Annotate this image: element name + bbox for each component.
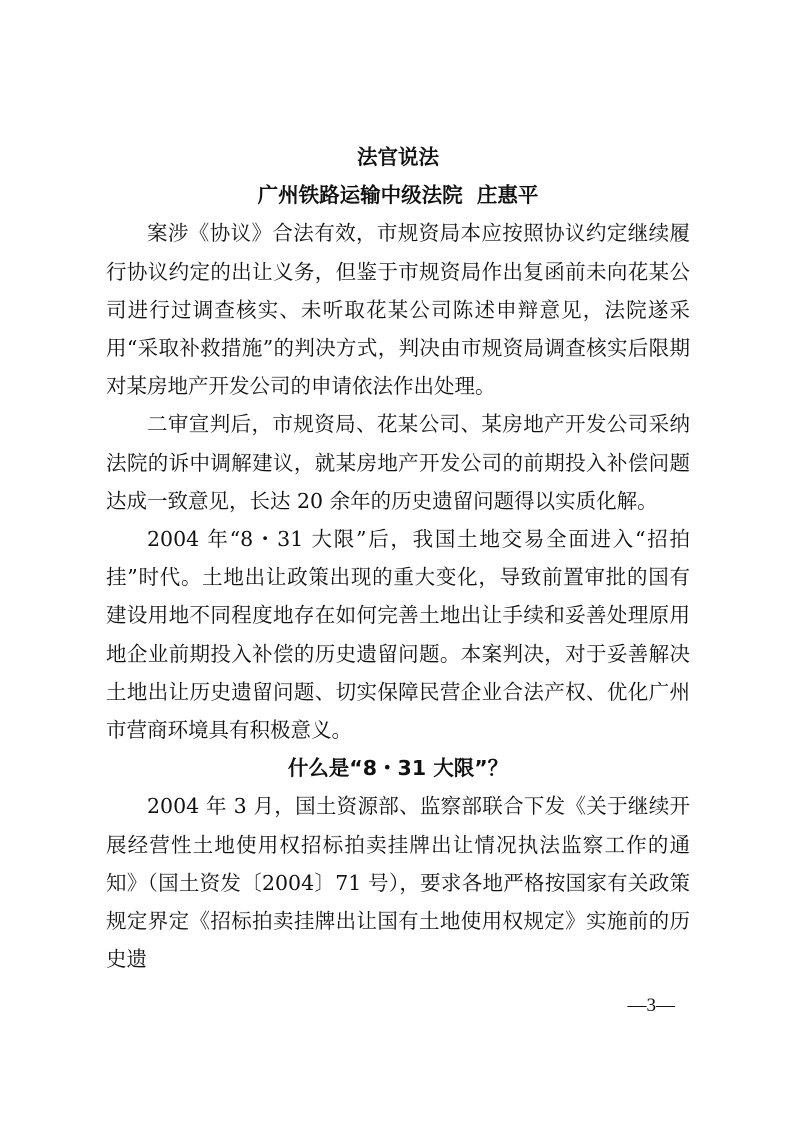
page-content (106, 138, 690, 978)
page-number: —3— (627, 995, 675, 1016)
section-heading: 什么是“8・31 大限”？ (287, 756, 509, 781)
document-title: 法官说法 (357, 145, 439, 169)
paragraph-2: 二审宣判后，市规资局、花某公司、某房地产开发公司采纳法院的诉中调解建议，就某房地产开发公司的前期投入补偿问题达成一致意见，长达 20 余年的历史遗留问题得以实质化解。 (106, 412, 690, 513)
author-line: 广州铁路运输中级法院 庄惠平 (257, 183, 539, 208)
paragraph-3: 2004 年“8・31 大限”后，我国土地交易全面进入“招拍挂”时代。土地出让政策出现的重大变化，导致前置审批的国有建设用地不同程度地存在如何完善土地出让手续和妥善处理原用地企业前期投入补偿的历史遗留问题。本案判决，对于妥善解决土地出让历史遗留问题、切实保障民营企业合法产权、优化广州市营商环境具有积极意义。 (106, 527, 690, 743)
section-paragraph-1: 2004 年 3 月，国土资源部、监察部联合下发《关于继续开展经营性土地使用权招标拍卖挂牌出让情况执法监察工作的通知》（国土资发〔2004〕71 号），要求各地严格按国家有关政策规定界定《招标拍卖挂牌出让国有土地使用权规定》实施前的历史遗 (106, 794, 690, 972)
paragraph-1: 案涉《协议》合法有效，市规资局本应按照协议约定继续履行协议约定的出让义务，但鉴于市规资局作出复函前未向花某公司进行过调查核实、未听取花某公司陈述申辩意见，法院遂采用“采取补救措施”的判决方式，判决由市规资局调查核实后限期对某房地产开发公司的申请依法作出处理。 (106, 221, 690, 399)
